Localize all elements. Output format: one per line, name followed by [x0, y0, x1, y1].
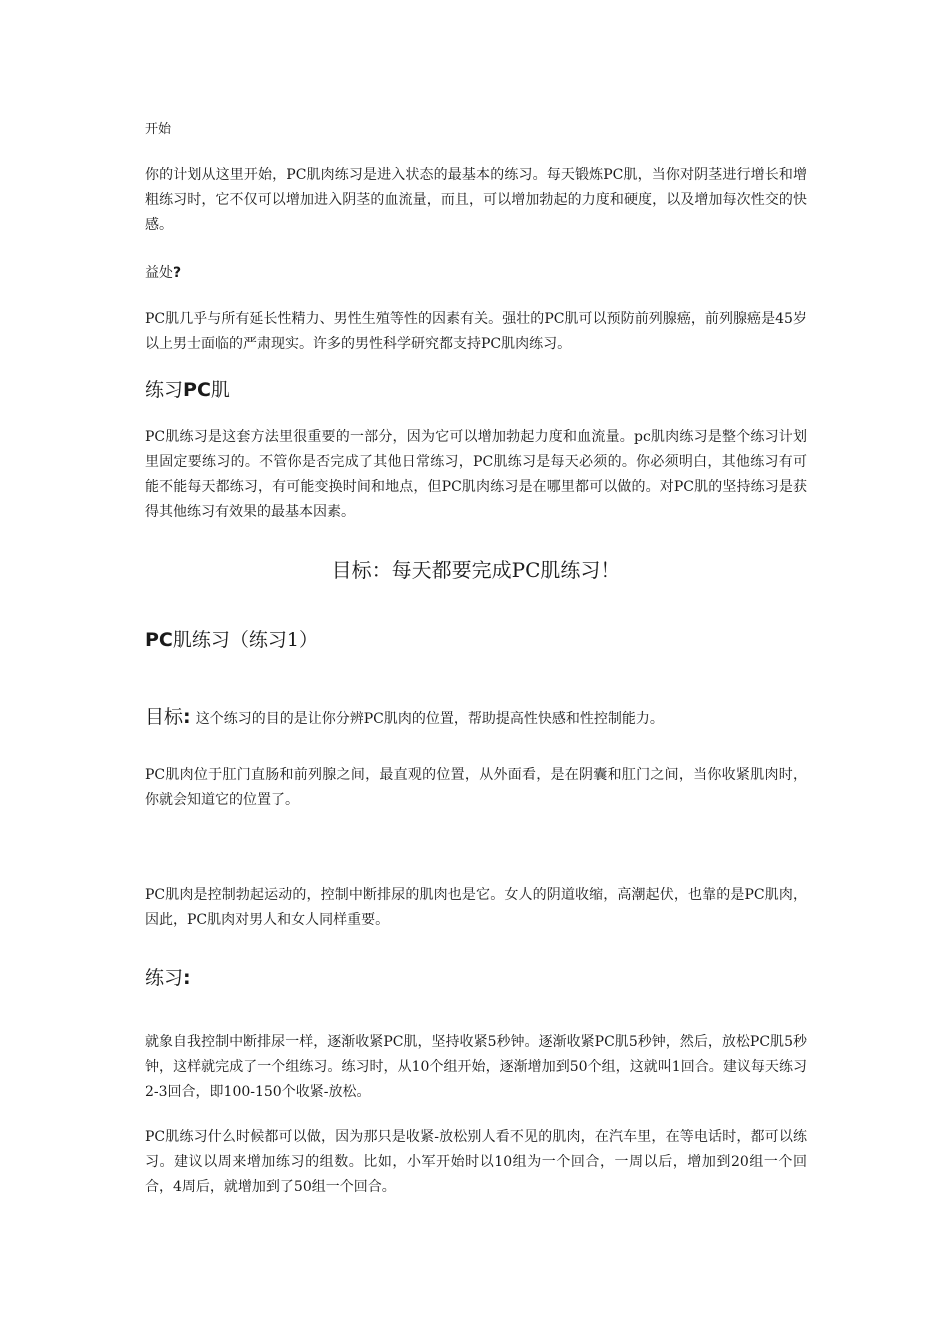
paragraph-method: 就象自我控制中断排尿一样，逐渐收紧PC肌，坚持收紧5秒钟。逐渐收紧PC肌5秒钟，然后，放松PC肌5秒钟，这样就完成了一个组练习。练习时，从10个组开始，逐渐增加到50个组，这就叫1回合。建议每天练习2-3回合，即100-150个收紧-放松。 — [145, 1034, 807, 1100]
heading-practice-pc — [145, 377, 230, 403]
heading-benefit-text: 益处 — [145, 265, 173, 281]
exercise-1-title-a: PC — [145, 629, 173, 651]
paragraph-practice: PC肌练习是这套方法里很重要的一部分，因为它可以增加勃起力度和血流量。pc肌肉练习是整个练习计划里固定要练习的。不管你是否完成了其他日常练习，PC肌练习是每天必须的。你必须明白，其他练习有可能不能每天都练习，有可能变换时间和地点，但PC肌肉练习是在哪里都可以做的。对PC肌的坚持练习是获得其他练习有效果的最基本因素。 — [145, 429, 807, 520]
heading-start: 开始 — [145, 122, 172, 137]
heading-practice-c: 肌 — [210, 379, 230, 401]
heading-exercise — [145, 965, 191, 991]
heading-practice-a: 练习 — [145, 379, 184, 401]
goal-label-colon: : — [183, 706, 191, 728]
heading-exercise-text: 练习 — [145, 967, 184, 989]
paragraph-intro: 你的计划从这里开始，PC肌肉练习是进入状态的最基本的练习。每天锻炼PC肌，当你对阴茎进行增长和增粗练习时，它不仅可以增加进入阴茎的血流量，而且，可以增加勃起的力度和硬度，以及增加每次性交的快感。 — [145, 167, 807, 233]
heading-benefit — [145, 261, 807, 286]
goal-centered: 目标：每天都要完成PC肌练习！ — [331, 558, 621, 582]
heading-practice-b: PC — [183, 379, 211, 401]
goal-line — [145, 702, 825, 729]
paragraph-benefit: PC肌几乎与所有延长性精力、男性生殖等性的因素有关。强壮的PC肌可以预防前列腺癌，前列腺癌是45岁以上男士面临的严肃现实。许多的男性科学研究都支持PC肌肉练习。 — [145, 311, 807, 352]
paragraph-control: PC肌肉是控制勃起运动的，控制中断排尿的肌肉也是它。女人的阴道收缩，高潮起伏，也靠的是PC肌肉，因此，PC肌肉对男人和女人同样重要。 — [145, 887, 807, 928]
heading-exercise-mark: : — [183, 967, 191, 989]
exercise-1-title-b: 肌练习（练习1） — [172, 629, 318, 651]
goal-text: 这个练习的目的是让你分辨PC肌肉的位置，帮助提高性快感和性控制能力。 — [195, 711, 664, 727]
exercise-1-title — [145, 627, 318, 653]
goal-label — [145, 706, 191, 728]
paragraph-location: PC肌肉位于肛门直肠和前列腺之间，最直观的位置，从外面看，是在阴囊和肛门之间，当你收紧肌肉时，你就会知道它的位置了。 — [145, 767, 807, 808]
goal-label-text: 目标 — [145, 706, 184, 728]
paragraph-anytime: PC肌练习什么时候都可以做，因为那只是收紧-放松别人看不见的肌肉，在汽车里，在等电话时，都可以练习。建议以周来增加练习的组数。比如，小军开始时以10组为一个回合，一周以后，增加到20组一个回合，4周后，就增加到了50组一个回合。 — [145, 1129, 807, 1195]
heading-benefit-mark: ? — [173, 265, 182, 281]
